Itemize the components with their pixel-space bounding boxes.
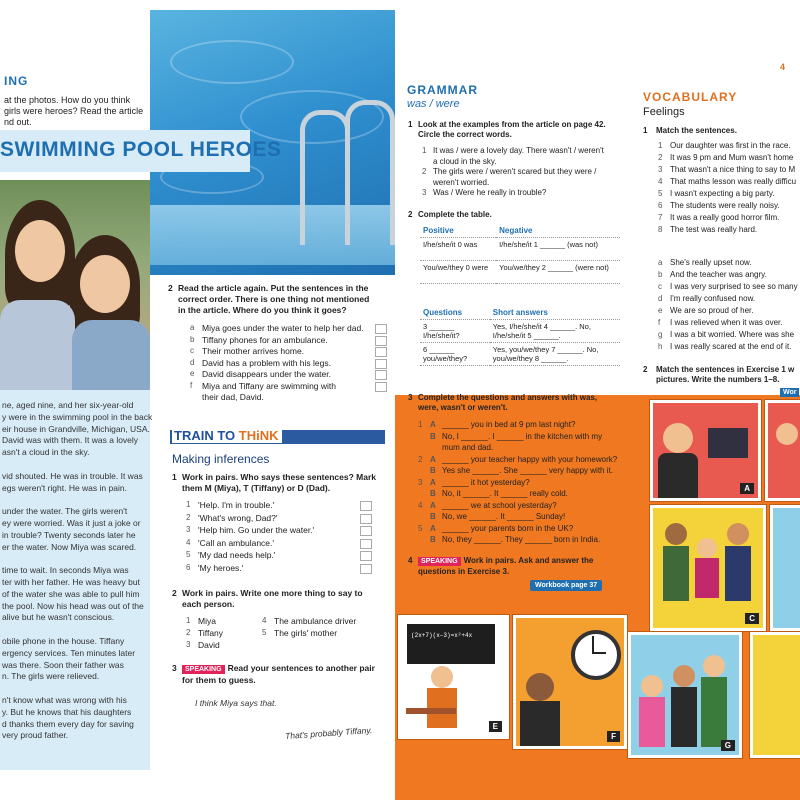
vocab-numbered-item: The students were really noisy. — [670, 201, 780, 210]
pool-ladder-rail — [345, 100, 395, 245]
ttt-q1-item-number: 5 — [186, 550, 191, 559]
grammar-q3-speaker: B — [430, 512, 436, 521]
answer-box[interactable] — [360, 526, 372, 536]
grammar-q3-number: 3 — [408, 393, 413, 402]
table-row — [420, 261, 620, 284]
table-cell: 6 ______ you/we/they? — [420, 343, 490, 366]
ttt-q1-instruction: them M (Miya), T (Tiffany) or D (Dad). — [182, 483, 331, 493]
q2-item-text: Miya and Tiffany are swimming with — [202, 380, 337, 391]
speech-bubble: That's probably Tiffany. — [284, 724, 373, 742]
story-line: the pool. Now his head was out of the — [2, 600, 144, 611]
vocabulary-subheading: Feelings — [643, 106, 685, 118]
grammar-q3-speaker: A — [430, 454, 436, 464]
q2-item-text: their dad, David. — [202, 392, 264, 402]
answer-box[interactable] — [360, 551, 372, 561]
grammar-q3-item-text: Yes she ______. She ______ very happy with it. — [442, 466, 613, 475]
q2-item-text: Their mother arrives home. — [202, 346, 305, 356]
vocab-lettered-item-letter: d — [658, 294, 663, 303]
grammar-table-questions — [420, 306, 620, 366]
grammar-q4-number: 4 — [408, 556, 413, 565]
grammar-q3-speaker: B — [430, 466, 436, 475]
blackboard-text: (2x+7)(x–3)=x²+4x — [411, 632, 473, 639]
vocab-lettered-item-letter: a — [658, 258, 663, 267]
picture-panel-f — [513, 615, 627, 749]
panel-letter: A — [740, 483, 754, 494]
answer-box[interactable] — [360, 564, 372, 574]
story-line: in trouble? Twenty seconds later he — [2, 529, 136, 540]
vocab-q2-instruction: pictures. Write the numbers 1–8. — [656, 375, 780, 384]
picture-panel-b — [765, 400, 800, 501]
q2-item-text: Tiffany phones for an ambulance. — [202, 334, 328, 345]
workbook-link-fragment[interactable]: Wor — [780, 388, 799, 397]
grammar-q3-item-text: mum and dad. — [442, 443, 494, 452]
table-header: Negative — [496, 224, 620, 238]
intro-line: girls were heroes? Read the article — [4, 106, 144, 116]
q2-instruction: in the article. Where do you think it goes? — [178, 305, 347, 315]
ttt-q2-person-number: 1 — [186, 616, 191, 625]
story-line: alive but he wasn't conscious. — [2, 612, 115, 623]
ttt-q1-item-number: 6 — [186, 562, 191, 572]
intro-heading: ING — [4, 74, 29, 88]
grammar-subheading: was / were — [407, 98, 460, 110]
q2-item-text: David has a problem with his legs. — [202, 357, 331, 368]
table-row — [420, 238, 620, 261]
grammar-q2-instruction: Complete the table. — [418, 210, 492, 219]
story-line: David was with them. It was a lovely — [2, 435, 139, 446]
picture-panel-e — [398, 615, 509, 739]
vocab-numbered-item: It was 9 pm and Mum wasn't home — [670, 153, 794, 162]
picture-panel-a — [650, 400, 761, 501]
vocab-numbered-item-number: 8 — [658, 225, 663, 234]
vocab-lettered-item-letter: c — [658, 282, 662, 291]
q2-instruction: Read the article again. Put the sentences in the — [178, 283, 369, 293]
vocab-numbered-item: That wasn't a nice thing to say to M — [670, 165, 796, 174]
answer-box[interactable] — [375, 347, 387, 357]
panel-letter: G — [721, 740, 735, 751]
q2-item-letter: f — [190, 380, 193, 390]
ttt-q3-number: 3 — [172, 663, 177, 673]
table-cell: I/he/she/it 1 ______ (was not) — [496, 238, 620, 261]
speech-bubble: I think Miya says that. — [195, 698, 277, 708]
vocab-q2-instruction: Match the sentences in Exercise 1 w — [656, 365, 795, 374]
grammar-q3-item-text: No, they ______. They ______ born in India. — [442, 535, 601, 544]
vocab-numbered-item-number: 5 — [658, 189, 663, 198]
grammar-table-positive-negative — [420, 224, 620, 284]
grammar-q3-item-text: ______ your teacher happy with your homework? — [442, 454, 618, 464]
picture-panel-g — [628, 632, 742, 758]
grammar-q3-speaker: B — [430, 489, 436, 498]
ttt-q2-instruction: Work in pairs. Write one more thing to say to — [182, 588, 363, 598]
vocab-q1-number: 1 — [643, 126, 648, 135]
table-header: Short answers — [490, 306, 620, 320]
ttt-q2-person-number: 2 — [186, 628, 191, 637]
table-cell: Yes, I/he/she/it 4 ______. No, I/he/she/it 5 ______. — [490, 320, 620, 343]
vocab-numbered-item-number: 4 — [658, 177, 663, 186]
table-row — [420, 343, 620, 366]
grammar-q1-item-text: The girls were / weren't scared but they were / — [433, 167, 597, 176]
answer-box[interactable] — [360, 514, 372, 524]
vocab-lettered-item-letter: e — [658, 306, 663, 315]
intro-line: nd out. — [4, 117, 32, 127]
vocab-lettered-item: We are so proud of her. — [670, 306, 754, 315]
story-line: n. The girls were relieved. — [2, 671, 100, 682]
workbook-page-link[interactable]: Workbook page 37 — [530, 580, 602, 591]
story-line: egs weren't right. He was in pain. — [2, 482, 127, 493]
ttt-q2-person-number: 3 — [186, 640, 191, 649]
panel-letter: E — [489, 721, 502, 732]
ttt-q2-person: The girls' mother — [274, 628, 338, 638]
speaking-badge: SPEAKING — [418, 557, 461, 566]
vocab-lettered-item: And the teacher was angry. — [670, 270, 767, 279]
grammar-q3-item-number: 1 — [418, 420, 423, 429]
story-line: y. But he knows that his daughters — [2, 706, 132, 717]
story-line: ey were worried. Was it just a joke or — [2, 518, 141, 528]
q2-item-letter: d — [190, 357, 195, 367]
vocab-numbered-item-number: 1 — [658, 141, 663, 150]
ttt-q1-item-text: 'My dad needs help.' — [198, 550, 276, 560]
ttt-q1-item-text: 'Help. I'm in trouble.' — [198, 500, 275, 510]
story-line: time to wait. In seconds Miya was — [2, 565, 129, 576]
ttt-q2-person: Miya — [198, 616, 216, 626]
vocab-lettered-item-letter: f — [658, 318, 661, 327]
ttt-q1-item-number: 2 — [186, 512, 191, 522]
grammar-q4-line: Work in pairs. Ask and answer the — [463, 556, 594, 565]
story-line: ter with her father. He was heavy but — [2, 577, 140, 587]
ttt-q2-person: The ambulance driver — [274, 616, 357, 626]
page-number: 4 — [780, 62, 786, 72]
table-row — [420, 320, 620, 343]
grammar-q3-speaker: A — [430, 420, 436, 429]
story-line: obile phone in the house. Tiffany — [2, 636, 125, 646]
pool-ladder-rail — [300, 110, 350, 245]
grammar-q1-item-number: 1 — [422, 146, 427, 155]
ttt-q1-item-number: 1 — [186, 500, 191, 509]
girls-photo — [0, 180, 150, 390]
grammar-q3-item-text: ______ it hot yesterday? — [442, 477, 530, 487]
table-header: Questions — [420, 306, 490, 320]
ttt-q3-instruction — [182, 663, 375, 674]
grammar-q1-instruction: Look at the examples from the article on page 42. — [418, 120, 606, 129]
grammar-q4-instruction — [418, 556, 593, 566]
grammar-q3-item-text: No, I ______. I ______ in the kitchen with my — [442, 431, 603, 441]
answer-box[interactable] — [360, 539, 372, 549]
grammar-q3-speaker: A — [430, 500, 436, 510]
vocab-lettered-item: She's really upset now. — [670, 258, 752, 267]
panel-letter: F — [607, 731, 620, 742]
vocab-q2-number: 2 — [643, 365, 648, 374]
table-cell: Yes, you/we/they 7 ______. No, you/we/they 8 ______. — [490, 343, 620, 366]
grammar-q3-item-number: 4 — [418, 500, 423, 510]
grammar-heading: GRAMMAR — [407, 83, 478, 97]
grammar-q3-speaker: A — [430, 477, 436, 487]
grammar-q3-item-text: ______ we at school yesterday? — [442, 500, 557, 510]
answer-box[interactable] — [375, 382, 387, 392]
grammar-q3-instruction: Complete the questions and answers with was, — [418, 393, 598, 402]
grammar-q3-item-text: No, we ______. It ______ Sunday! — [442, 512, 566, 521]
grammar-q3-item-number: 3 — [418, 477, 423, 487]
grammar-q3-item-text: ______ your parents born in the UK? — [442, 523, 574, 533]
making-inferences-heading: Making inferences — [172, 452, 270, 466]
answer-box[interactable] — [360, 501, 372, 511]
story-line: eir house in Grandville, Michigan, USA. — [2, 423, 150, 434]
ttt-q1-item-text: 'Call an ambulance.' — [198, 537, 275, 548]
ttt-q1-item-text: 'Help him. Go under the water.' — [198, 525, 315, 535]
q2-item-letter: e — [190, 369, 195, 378]
ttt-q2-person: David — [198, 640, 220, 650]
ttt-q1-item-number: 4 — [186, 537, 191, 547]
ttt-q2-instruction: each person. — [182, 599, 235, 609]
table-cell: I/he/she/it 0 was — [420, 238, 496, 261]
panel-letter: C — [745, 613, 759, 624]
story-line: y were in the swimming pool in the back — [2, 411, 153, 422]
grammar-q3-item-text: No, it ______. It ______ really cold. — [442, 489, 568, 498]
answer-box[interactable] — [375, 370, 387, 380]
grammar-q1-item-number: 2 — [422, 167, 427, 176]
table-cell: 3 ______ I/he/she/it? — [420, 320, 490, 343]
grammar-q3-speaker: B — [430, 535, 436, 544]
story-line: was there. Soon their father was — [2, 659, 124, 670]
table-cell: You/we/they 0 were — [420, 261, 496, 284]
grammar-q1-item-text: Was / Were he really in trouble? — [433, 188, 547, 197]
ttt-q1-instruction: Work in pairs. Who says these sentences? Mark — [182, 472, 376, 482]
q2-item-text: David disappears under the water. — [202, 369, 331, 379]
article-title: SWIMMING POOL HEROES — [0, 138, 282, 161]
story-line: very proud father. — [2, 730, 69, 741]
table-header: Positive — [420, 224, 496, 238]
table-cell: You/we/they 2 ______ (were not) — [496, 261, 620, 284]
intro-line: at the photos. How do you think — [4, 95, 131, 105]
grammar-q3-item-number: 2 — [418, 454, 423, 464]
grammar-q3-instruction: were, wasn't or weren't. — [418, 403, 508, 412]
vocab-numbered-item: I wasn't expecting a big party. — [670, 189, 775, 198]
story-line: under the water. The girls weren't — [2, 506, 128, 517]
vocabulary-heading: VOCABULARY — [643, 90, 738, 104]
grammar-q4-instruction: questions in Exercise 3. — [418, 567, 510, 576]
vocab-lettered-item: I'm really confused now. — [670, 294, 756, 303]
picture-panel-h — [750, 632, 800, 758]
grammar-q1-instruction: Circle the correct words. — [418, 130, 512, 139]
vocab-lettered-item-letter: g — [658, 330, 663, 339]
vocab-numbered-item: It was a really good horror film. — [670, 213, 780, 222]
story-line: asn't a cloud in the sky. — [2, 447, 90, 458]
grammar-q1-item-text: weren't worried. — [433, 177, 490, 187]
vocab-lettered-item-letter: b — [658, 270, 663, 279]
q2-number: 2 — [168, 283, 173, 293]
vocab-numbered-item-number: 6 — [658, 201, 663, 210]
speaking-badge: SPEAKING — [182, 665, 225, 674]
vocab-numbered-item-number: 3 — [658, 165, 663, 174]
ttt-q2-person-number: 4 — [262, 616, 267, 625]
vocab-numbered-item: Our daughter was first in the race. — [670, 141, 791, 150]
grammar-q1-item-number: 3 — [422, 188, 427, 197]
q2-item-letter: c — [190, 346, 194, 355]
train-to-think-label-b: THiNK — [238, 428, 279, 443]
ttt-q1-item-number: 3 — [186, 525, 191, 534]
ttt-q2-person: Tiffany — [198, 628, 224, 638]
left-page — [0, 0, 395, 800]
grammar-q3-speaker: A — [430, 523, 436, 533]
q2-item-text: Miya goes under the water to help her dad. — [202, 323, 364, 333]
ttt-q2-number: 2 — [172, 588, 177, 598]
picture-panel-d — [770, 505, 800, 631]
answer-box[interactable] — [375, 359, 387, 369]
ttt-q1-item-text: 'What's wrong, Dad?' — [198, 512, 278, 523]
story-line: of the water she was able to pull him — [2, 588, 140, 599]
q2-instruction: correct order. There is one thing not mentioned — [178, 294, 370, 304]
vocab-q1-instruction: Match the sentences. — [656, 126, 737, 135]
ttt-q3-instruction: for them to guess. — [182, 675, 256, 685]
vocab-lettered-item: I was really scared at the end of it. — [670, 342, 792, 351]
answer-box[interactable] — [375, 336, 387, 346]
train-to-think-label — [172, 428, 282, 443]
picture-panel-c — [650, 505, 766, 631]
story-line: ergency services. Ten minutes later — [2, 647, 136, 658]
grammar-q2-number: 2 — [408, 210, 413, 219]
grammar-q1-item-text: a cloud in the sky. — [433, 156, 497, 166]
grammar-q3-speaker: B — [430, 431, 436, 441]
answer-box[interactable] — [375, 324, 387, 334]
ttt-q1-number: 1 — [172, 472, 177, 482]
vocab-numbered-item: That maths lesson was really difficu — [670, 177, 797, 186]
vocab-lettered-item-letter: h — [658, 342, 663, 351]
story-line: n't know what was wrong with his — [2, 695, 127, 705]
vocab-numbered-item-number: 2 — [658, 153, 663, 162]
grammar-q3-item-text: ______ you in bed at 9 pm last night? — [442, 420, 576, 429]
vocab-lettered-item: I was very surprised to see so many — [670, 282, 798, 291]
grammar-q3-item-number: 5 — [418, 523, 423, 533]
grammar-q1-number: 1 — [408, 120, 413, 129]
vocab-lettered-item: I was a bit worried. Where was she — [670, 330, 795, 339]
vocab-lettered-item: I was relieved when it was over. — [670, 318, 783, 327]
story-line: ne, aged nine, and her six-year-old — [2, 400, 134, 410]
q2-item-letter: a — [190, 323, 195, 332]
train-to-think-label-a: TRAIN TO — [174, 428, 239, 443]
story-line: er the water. Now Miya was scared. — [2, 541, 137, 552]
story-line: vid shouted. He was in trouble. It was — [2, 470, 143, 481]
ttt-q1-item-text: 'My heroes.' — [198, 562, 244, 573]
story-line: d thanks them every day for saving — [2, 718, 134, 729]
vocab-numbered-item: The test was really hard. — [670, 225, 758, 234]
ttt-q2-person-number: 5 — [262, 628, 267, 637]
ttt-q3-line: Read your sentences to another pair — [227, 663, 375, 673]
q2-item-letter: b — [190, 334, 195, 344]
vocab-numbered-item-number: 7 — [658, 213, 663, 222]
grammar-q1-item-text: It was / were a lovely day. There wasn't / weren't — [433, 146, 604, 155]
